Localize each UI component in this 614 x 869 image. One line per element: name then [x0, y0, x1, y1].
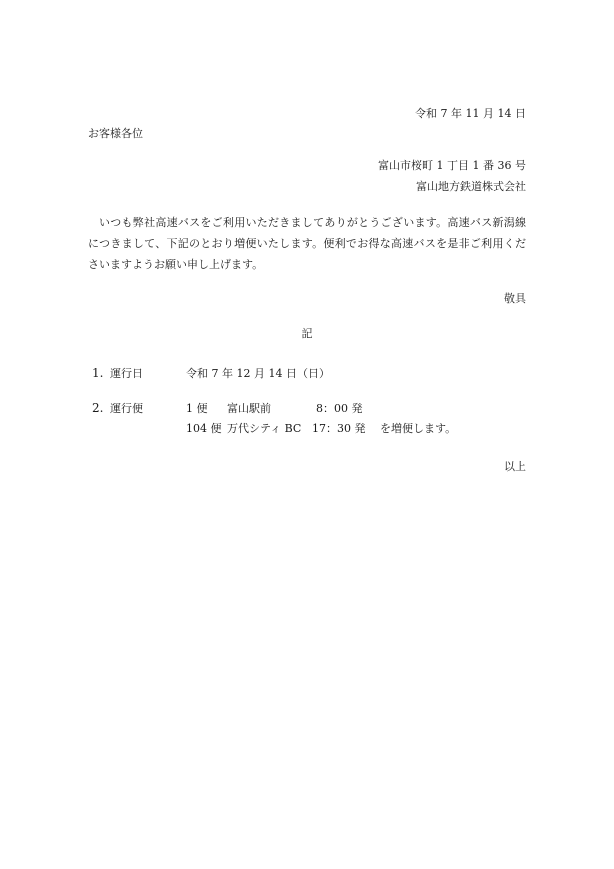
flight-stop: 富山駅前 — [227, 402, 271, 415]
item-label: 運行日 — [110, 367, 143, 380]
flight-number: 104 便 — [186, 422, 222, 435]
item-label: 運行便 — [110, 402, 143, 415]
ki-heading: 記 — [301, 327, 313, 340]
sender-company: 富山地方鉄道株式会社 — [416, 180, 526, 193]
body-paragraph: いつも弊社高速バスをご利用いただきましてありがとうございます。高速バス新潟線につきまして、下記のとおり増便いたします。便利でお得な高速バスを是非ご利用くださいますようお願い申し上げます。 — [88, 216, 526, 271]
item-number: 1. — [92, 366, 104, 380]
flight-number: 1 便 — [186, 402, 208, 415]
flight-time: 8：00 発 — [316, 402, 363, 415]
item-number: 2. — [92, 401, 104, 415]
item-value: 令和 7 年 12 月 14 日（日） — [186, 367, 330, 380]
addressee: お客様各位 — [88, 127, 143, 140]
flight-stop: 万代シティ BC — [227, 422, 302, 435]
document-date: 令和 7 年 11 月 14 日 — [415, 107, 526, 120]
flight-note: を増便します。 — [380, 422, 457, 435]
closing-ijou: 以上 — [504, 460, 526, 473]
sender-address: 富山市桜町 1 丁目 1 番 36 号 — [378, 159, 526, 172]
closing-keigu: 敬具 — [504, 292, 526, 305]
flight-time: 17：30 発 — [312, 422, 366, 435]
